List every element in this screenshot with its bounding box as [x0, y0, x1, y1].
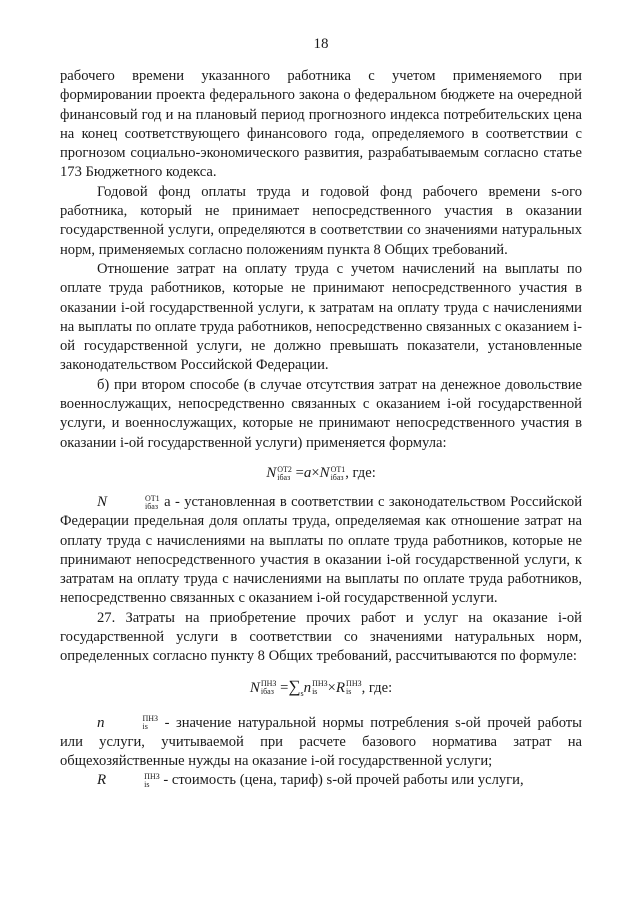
- formula-ot2-times: ×: [311, 464, 320, 481]
- term-n-ot1-sup: ОТ1: [145, 493, 160, 503]
- formula-pnz-n-indices: [312, 680, 328, 696]
- term-r-pnz-sup: ПНЗ: [144, 772, 160, 782]
- formula-ot2-lhs-sub: iбаз: [277, 472, 291, 482]
- paragraph-other-works: 27. Затраты на приобретение прочих работ и услуг на оказание i-ой государственной услуги в соответствии со значениями натуральных норм, определенных согласно пункту 8 Общих требований, рассчитываются по формуле:: [60, 609, 582, 665]
- term-n-pnz-symbol: n: [97, 714, 105, 731]
- term-r-pnz-indices: [107, 773, 160, 789]
- formula-pnz-r-sub: is: [346, 687, 352, 697]
- formula-pnz-r-sup: ПНЗ: [346, 679, 362, 689]
- term-r-pnz-sub: is: [144, 780, 150, 790]
- formula-pnz-tail: , где:: [361, 679, 393, 696]
- paragraph-cost-value-text: - стоимость (цена, тариф) s-ой прочей работы или услуги,: [159, 772, 524, 789]
- formula-ot2-rhs-sup: ОТ1: [330, 464, 346, 474]
- formula-pnz-lhs-indices: [261, 680, 277, 696]
- formula-pnz-r-symbol: R: [335, 679, 346, 696]
- paragraph-norm-value-text: - значение натуральной нормы потребления s-ой прочей работы или услуги, учитываемой при расчете базового норматива затрат на общехозяйственные нужды на оказание i-ой государственной услуги;: [60, 714, 582, 770]
- formula-ot2-rhs-indices: [331, 466, 346, 482]
- formula-ot2-coef: a: [303, 464, 312, 481]
- term-n-pnz-sup: ПНЗ: [142, 714, 159, 724]
- formula-pnz-times: ×: [327, 679, 336, 696]
- term-n-ot1-sub: iбаз: [145, 501, 159, 511]
- formula-pnz-lhs-symbol: N: [249, 679, 260, 696]
- paragraph-norm-value: [60, 714, 582, 772]
- page-number: 18: [313, 36, 329, 52]
- formula-pnz-lhs-sup: ПНЗ: [260, 679, 277, 689]
- formula-ot2-lhs-symbol: N: [266, 464, 277, 481]
- term-r-pnz-symbol: R: [97, 772, 107, 789]
- paragraph-share-definition: [60, 493, 582, 609]
- formula-ot2-lhs-sup: ОТ2: [277, 464, 292, 474]
- formula-pnz-sum: ∑: [288, 676, 301, 696]
- formula-pnz-lhs-sub: iбаз: [260, 687, 274, 697]
- paragraph-share-definition-text: а - установленная в соответствии с законодательством Российской Федерации предельная доля оплаты труда, определяемая как отношение затрат на оплату труда с начислениями на выплаты по оплате труда работников, которые не принимают непосредственного участия в оказании i-ой государственной услуги, к затратам на оплату труда с начислениями на выплаты по оплате труда работников, непосредственно связанных с оказанием i-ой государственной услуги.: [60, 493, 582, 607]
- paragraph-working-time: рабочего времени указанного работника с учетом применяемого при формировании проекта федерального закона о федеральном бюджете на очередной финансовый год и на плановый период прогнозного индекса потребительских цена на конец соответствующего финансового года, определяемого в соответствии с прогнозом социально-экономического развития, разрабатываемым согласно статье 173 Бюджетного кодекса.: [60, 68, 582, 181]
- paragraph-cost-value: [60, 771, 582, 790]
- formula-ot2: [60, 462, 582, 484]
- term-n-ot1-indices: [108, 495, 160, 511]
- formula-ot2-lhs-indices: [277, 466, 292, 482]
- paragraph-cost-ratio: Отношение затрат на оплату труда с учетом начислений на выплаты по оплате труда работников, которые не принимают непосредственного участия в оказании i-ой государственной услуги, к затратам на оплату труда с начислениями на выплаты по оплате труда работников, непосредственно связанных с оказанием i-ой государственной услуги, не должно превышать показатели, установленные законодательством Российской Федерации.: [60, 260, 582, 374]
- formula-ot2-tail: , где:: [345, 464, 376, 481]
- formula-pnz: [60, 676, 582, 705]
- formula-pnz-r-indices: [346, 680, 362, 696]
- term-n-ot1-symbol: N: [97, 493, 108, 510]
- formula-ot2-rhs-sub: iбаз: [330, 472, 344, 482]
- formula-pnz-sum-sub: s: [300, 688, 304, 698]
- formula-ot2-rhs-symbol: N: [319, 464, 330, 481]
- formula-pnz-n-sup: ПНЗ: [312, 679, 328, 689]
- term-n-pnz-sub: is: [142, 722, 148, 732]
- paragraph-annual-fund: Годовой фонд оплаты труда и годовой фонд рабочего времени s-ого работника, который не принимает непосредственного участия в оказании государственной услуги, определяются в соответствии со значениями натуральных норм, применяемых согласно положениям пункта 8 Общих требований.: [60, 183, 582, 258]
- formula-ot2-equals: =: [295, 464, 304, 481]
- formula-pnz-n-sub: is: [312, 687, 318, 697]
- formula-pnz-n-symbol: n: [303, 679, 312, 696]
- formula-pnz-equals: =: [280, 679, 289, 696]
- paragraph-second-method: б) при втором способе (в случае отсутствия затрат на денежное довольствие военнослужащих, непосредственно связанных с оказанием i-ой государственной услуги, и военнослужащих, которые не принимают непосредственного участия в оказании i-ой государственной услуги) применяется формула:: [60, 376, 582, 451]
- term-n-pnz-indices: [106, 715, 159, 731]
